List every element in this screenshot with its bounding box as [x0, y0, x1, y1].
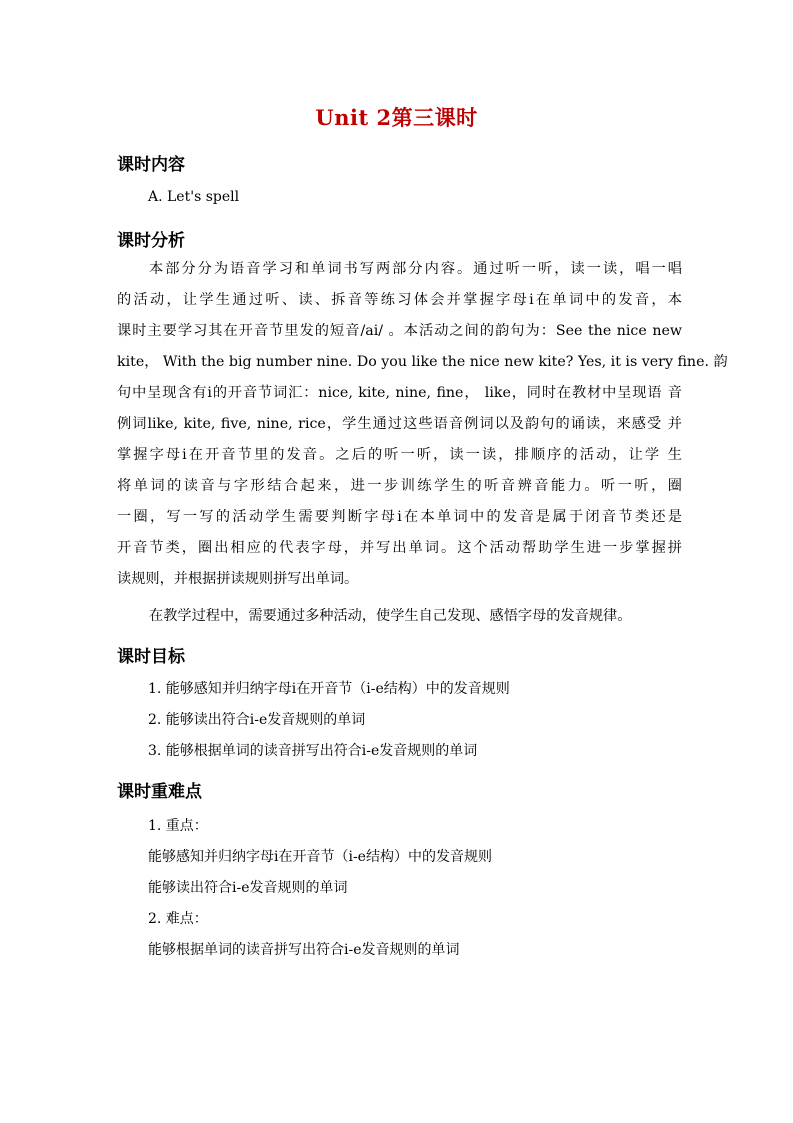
analysis-line: 课时主要学习其在开音节里发的短音/ai/ 。本活动之间的韵句为：See the nice new: [117, 323, 682, 339]
goal-item: 3. 能够根据单词的读音拼写出符合i-e发音规则的单词: [148, 743, 478, 759]
content-item: A. Let's spell: [148, 189, 240, 205]
analysis-line: 将单词的读音与字形结合起来，进一步训练学生的听音辨音能力。听一听，圈: [117, 478, 682, 494]
page-title: Unit 2第三课时: [315, 105, 478, 130]
key-label: 1. 重点：: [148, 818, 208, 834]
section-heading-content: 课时内容: [117, 155, 185, 175]
analysis-line: 句中呈现含有i的开音节词汇：nice, kite, nine, fine， like，同时在教材中呈现语 音: [117, 385, 682, 401]
goal-item: 2. 能够读出符合i-e发音规则的单词: [148, 712, 366, 728]
key-item: 能够感知并归纳字母i在开音节（i-e结构）中的发音规则: [148, 849, 492, 865]
analysis-line: 的活动，让学生通过听、读、拆音等练习体会并掌握字母i在单词中的发音，本: [117, 292, 682, 308]
section-heading-analysis: 课时分析: [117, 231, 185, 251]
section-heading-goals: 课时目标: [117, 647, 185, 667]
goal-item: 1. 能够感知并归纳字母i在开音节（i-e结构）中的发音规则: [148, 681, 510, 697]
analysis-line: 开音节类，圈出相应的代表字母，并写出单词。这个活动帮助学生进一步掌握拼: [117, 540, 682, 556]
analysis-line: kite， With the big number nine. Do you like the nice new kite? Yes, it is very fine. 韵: [117, 354, 728, 370]
analysis-line: 掌握字母i在开音节里的发音。之后的听一听，读一读，排顺序的活动，让学 生: [117, 447, 682, 463]
section-heading-keypoints: 课时重难点: [117, 782, 202, 802]
key-item: 能够读出符合i-e发音规则的单词: [148, 880, 348, 896]
analysis-line: 一圈，写一写的活动学生需要判断字母i在本单词中的发音是属于闭音节类还是: [117, 509, 682, 525]
analysis-paragraph-2: 在教学过程中，需要通过多种活动，使学生自己发现、感悟字母的发音规律。: [149, 608, 632, 624]
analysis-line: 读规则，并根据拼读规则拼写出单词。: [117, 571, 359, 587]
analysis-line: 例词like, kite, five, nine, rice，学生通过这些语音例词以及韵句的诵读，来感受 并: [117, 416, 682, 432]
analysis-line: 本部分分为语音学习和单词书写两部分内容。通过听一听，读一读，唱一唱: [149, 261, 682, 277]
difficulty-item: 能够根据单词的读音拼写出符合i-e发音规则的单词: [148, 942, 460, 958]
difficulty-label: 2. 难点：: [148, 911, 208, 927]
